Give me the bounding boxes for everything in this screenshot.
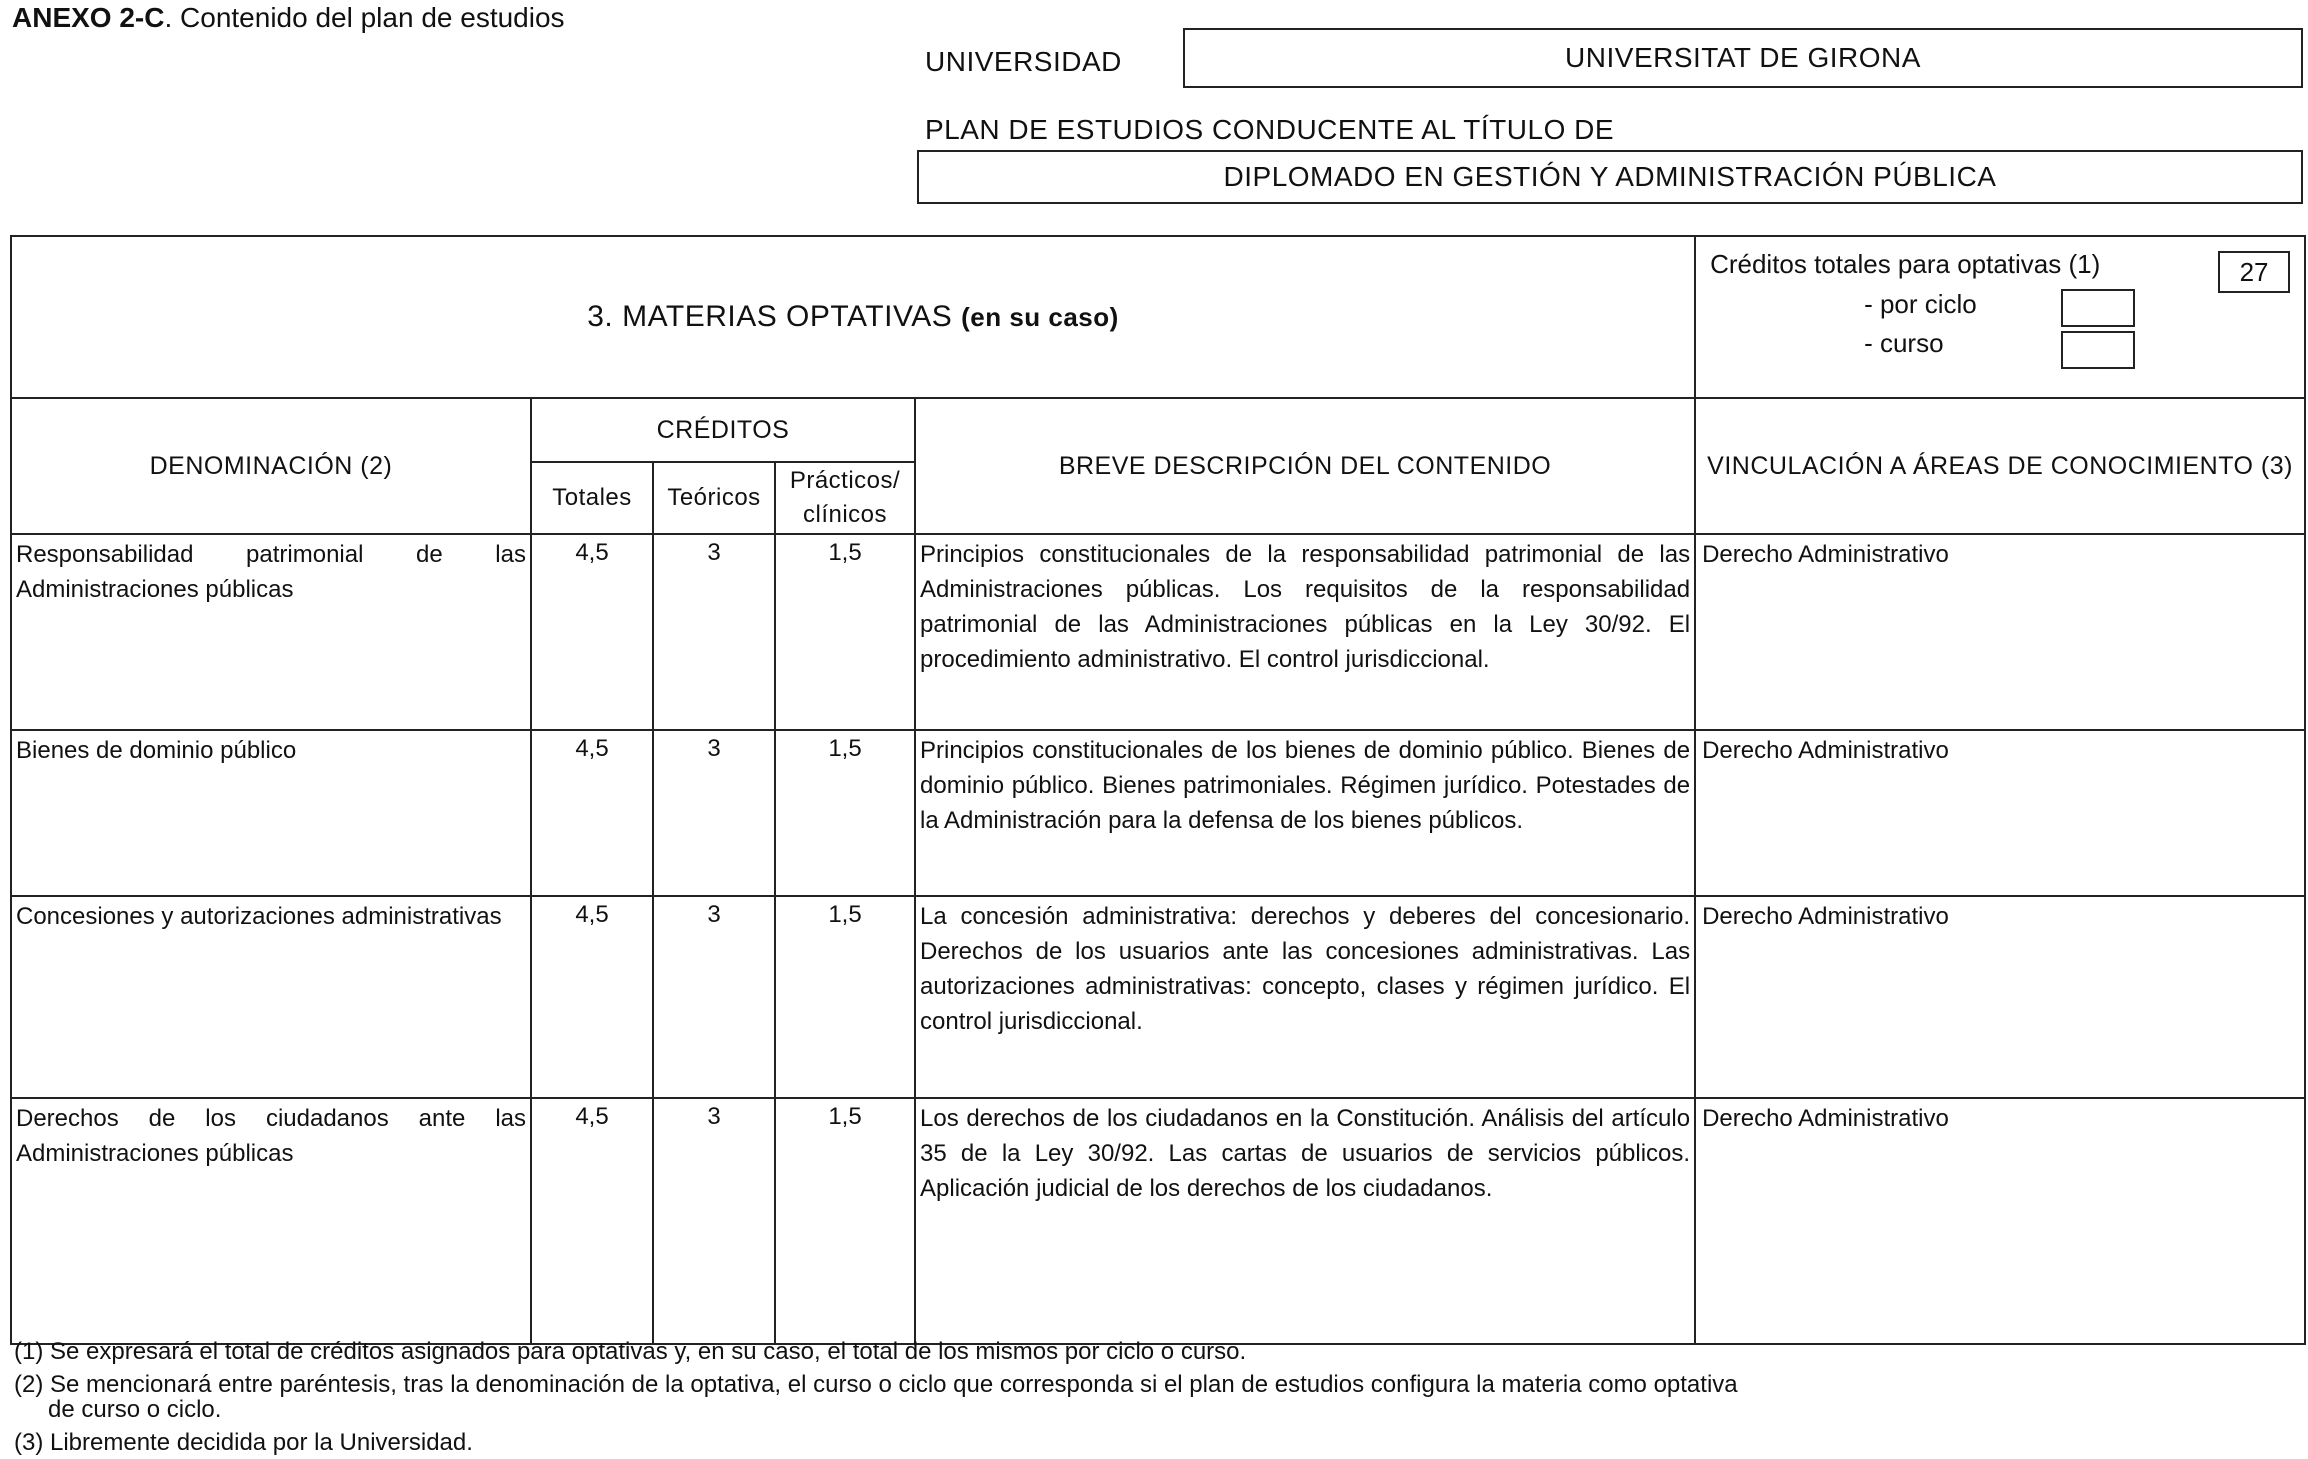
annex-title [12,2,565,34]
university-field [1183,28,2303,88]
row-area: Derecho Administrativo [1695,896,2305,1098]
row-descripcion: Principios constitucionales de la responsabilidad patrimonial de las Administraciones públicas. Los requisitos de la responsabilidad patrimonial de las Administraciones públicas en la Ley 30/92. El procedimiento administrativo. El control jurisdiccional. [915,534,1695,730]
section-header-row [11,236,2305,398]
row-practicos: 1,5 [775,534,915,730]
row-practicos: 1,5 [775,730,915,896]
curso-box [2061,331,2135,369]
table-row [11,1098,2305,1344]
col-descripcion: BREVE DESCRIPCIÓN DEL CONTENIDO [915,398,1695,534]
row-totales: 4,5 [531,534,653,730]
row-practicos: 1,5 [775,1098,915,1344]
total-credits-label: Créditos totales para optativas (1) [1710,249,2101,279]
section-title-sub: (en su caso) [961,302,1119,332]
col-totales: Totales [531,462,653,534]
row-area: Derecho Administrativo [1695,730,2305,896]
row-teoricos: 3 [653,534,775,730]
col-denominacion: DENOMINACIÓN (2) [11,398,531,534]
col-vinculacion: VINCULACIÓN A ÁREAS DE CONOCIMIENTO (3) [1695,398,2305,534]
plan-label: PLAN DE ESTUDIOS CONDUCENTE AL TÍTULO DE [925,114,1615,145]
table-row [11,730,2305,896]
table-row [11,534,2305,730]
row-denominacion: Bienes de dominio público [11,730,531,896]
footnote-2: (2) Se mencionará entre paréntesis, tras la denominación de la optativa, el curso o ciclo que corresponda si el plan de estudios configura la materia como optativa [14,1371,1738,1398]
university-value: UNIVERSITAT DE GIRONA [1565,42,1921,73]
row-denominacion: Derechos de los ciudadanos ante las Administraciones públicas [11,1098,531,1344]
curso-label: - curso [1864,328,1944,358]
por-ciclo-label: - por ciclo [1864,289,1977,319]
row-area: Derecho Administrativo [1695,534,2305,730]
footnote-1: (1) Se expresará el total de créditos asignados para optativas y, en su caso, el total de los mismos por ciclo o curso. [14,1338,1247,1365]
column-header-row-1 [11,398,2305,462]
annex-subtitle: . Contenido del plan de estudios [164,2,565,33]
footnotes [14,1335,2294,1459]
total-credits-box: 27 [2218,251,2290,293]
row-area: Derecho Administrativo [1695,1098,2305,1344]
row-totales: 4,5 [531,730,653,896]
section-title [11,236,1695,398]
col-teoricos: Teóricos [653,462,775,534]
annex-label: ANEXO 2-C [12,2,165,33]
por-ciclo-box [2061,289,2135,327]
credits-summary [1695,236,2305,398]
row-teoricos: 3 [653,730,775,896]
footnote-3: (3) Libremente decidida por la Universidad. [14,1429,473,1456]
row-totales: 4,5 [531,896,653,1098]
row-denominacion: Responsabilidad patrimonial de las Administraciones públicas [11,534,531,730]
footnote-2-continued: de curso o ciclo. [48,1396,222,1423]
section-title-text: 3. MATERIAS OPTATIVAS [587,300,953,333]
row-descripcion: Los derechos de los ciudadanos en la Constitución. Análisis del artículo 35 de la Ley 30/92. Las cartas de usuarios de servicios públicos. Aplicación judicial de los derechos de los ciudadanos. [915,1098,1695,1344]
row-teoricos: 3 [653,1098,775,1344]
university-label: UNIVERSIDAD [925,46,1122,77]
row-totales: 4,5 [531,1098,653,1344]
degree-field [917,150,2303,204]
row-denominacion: Concesiones y autorizaciones administrativas [11,896,531,1098]
degree-value: DIPLOMADO EN GESTIÓN Y ADMINISTRACIÓN PÚBLICA [1223,161,1997,192]
col-creditos: CRÉDITOS [531,398,915,462]
row-descripcion: La concesión administrativa: derechos y deberes del concesionario. Derechos de los usuarios ante las concesiones administrativas. Las autorizaciones administrativas: concepto, clases y régimen jurídico. El control jurisdiccional. [915,896,1695,1098]
row-practicos: 1,5 [775,896,915,1098]
table-row [11,896,2305,1098]
row-teoricos: 3 [653,896,775,1098]
optional-subjects-table [10,235,2306,1345]
row-descripcion: Principios constitucionales de los bienes de dominio público. Bienes de dominio público. Bienes patrimoniales. Régimen jurídico. Potestades de la Administración para la defensa de los bienes públicos. [915,730,1695,896]
col-practicos: Prácticos/ clínicos [775,462,915,534]
